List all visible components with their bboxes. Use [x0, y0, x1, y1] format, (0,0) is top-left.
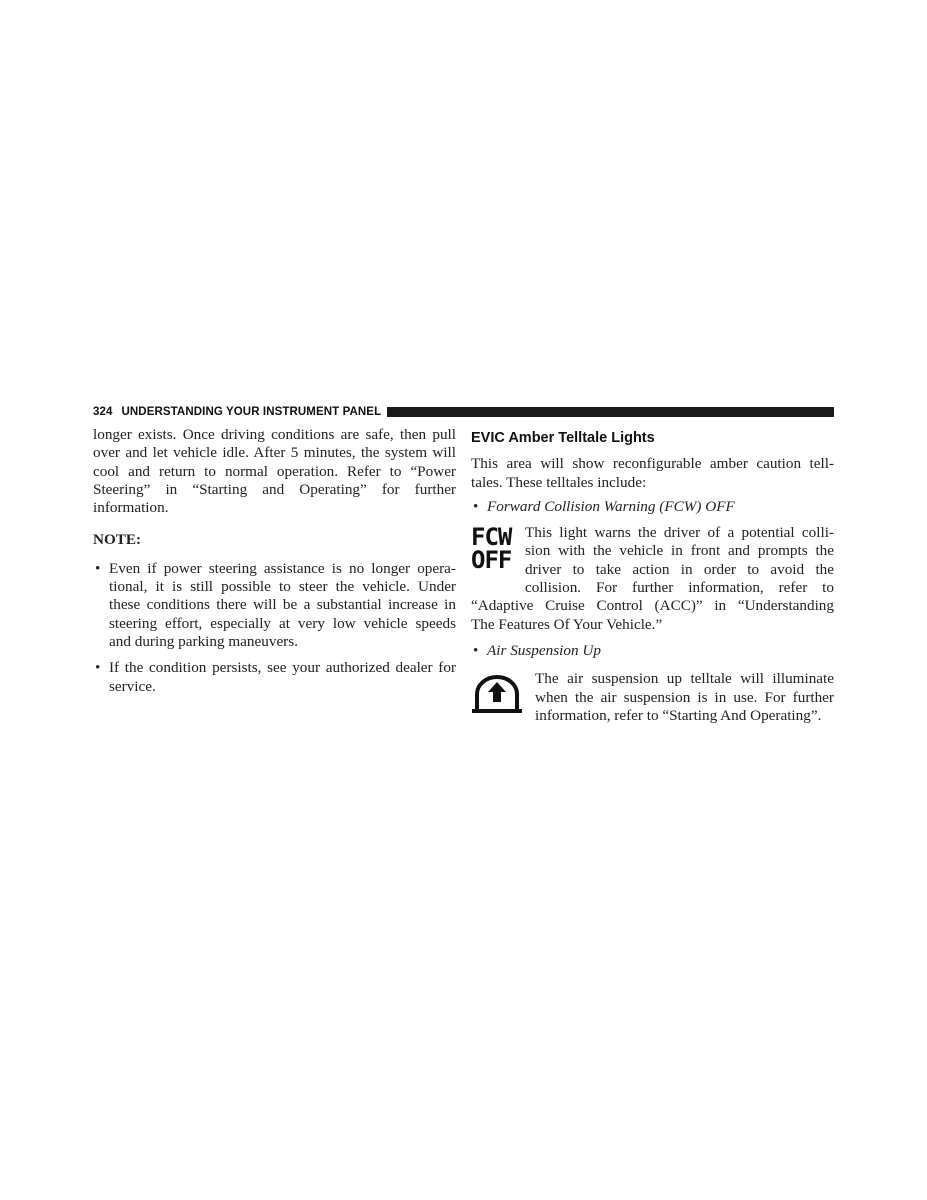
text-line: cool and return to normal operation. Refer to “Power [93, 462, 456, 480]
air-suspension-up-icon [471, 670, 535, 725]
fcw-description [471, 524, 834, 597]
text-line: driver to take action in order to avoid the [525, 560, 834, 578]
header-rule [387, 407, 834, 417]
bullet-icon: • [95, 659, 101, 677]
text-line: steering effort, especially at very low vehicle speeds [109, 614, 456, 632]
fcw-item-label [471, 498, 834, 516]
text-line: tales. These telltales include: [471, 473, 647, 491]
fcw-continued-text [471, 597, 834, 634]
text-line: Even if power steering assistance is no longer opera- [109, 559, 456, 577]
section-heading: EVIC Amber Telltale Lights [471, 430, 655, 446]
text-line: This light warns the driver of a potential colli- [525, 524, 834, 542]
chapter-title: UNDERSTANDING YOUR INSTRUMENT PANEL [121, 406, 382, 418]
fcw-side-text [525, 524, 834, 597]
right-column [471, 426, 834, 725]
text-line: information. [93, 499, 169, 517]
text-line: and during parking maneuvers. [109, 632, 298, 650]
bullet-icon: • [95, 559, 101, 577]
paragraph-continued [93, 426, 456, 517]
fcw-icon-line2: OFF [471, 546, 512, 575]
bullet-icon: • [473, 497, 479, 515]
page-header [93, 405, 834, 419]
intro-paragraph [471, 455, 834, 492]
bullet-icon: • [473, 641, 479, 659]
text-line: these conditions there will be a substantial increase in [109, 596, 456, 614]
text-line: longer exists. Once driving conditions are safe, then pull [93, 426, 456, 443]
air-item-label [471, 642, 834, 660]
text-line: tional, it is still possible to steer the vehicle. Under [109, 578, 456, 596]
note-heading: NOTE: [93, 531, 142, 549]
text-line: service. [109, 677, 156, 695]
fcw-label: Forward Collision Warning (FCW) OFF [487, 497, 735, 515]
text-line: “Adaptive Cruise Control (ACC)” in “Understanding [471, 597, 834, 615]
text-line: The Features Of Your Vehicle.” [471, 615, 663, 633]
left-column [93, 426, 456, 696]
air-text [535, 670, 834, 725]
text-line: when the air suspension is in use. For further [535, 688, 834, 706]
text-line: information, refer to “Starting And Operating”. [535, 706, 822, 724]
text-line: If the condition persists, see your authorized dealer for [109, 659, 456, 677]
fcw-icon-line1: FCW [471, 523, 512, 552]
list-item [93, 659, 456, 696]
list-item [93, 560, 456, 651]
text-line: Steering” in “Starting and Operating” for further [93, 480, 456, 498]
text-line: sion with the vehicle in front and prompts the [525, 542, 834, 560]
page-number: 324 [93, 406, 113, 418]
air-description [471, 670, 834, 725]
text-line: The air suspension up telltale will illuminate [535, 670, 834, 688]
text-line: This area will show reconfigurable amber caution tell- [471, 455, 834, 473]
text-line: over and let vehicle idle. After 5 minutes, the system will [93, 444, 456, 462]
fcw-off-icon [471, 523, 525, 597]
air-label: Air Suspension Up [487, 641, 601, 659]
text-line: collision. For further information, refer to [525, 579, 834, 597]
